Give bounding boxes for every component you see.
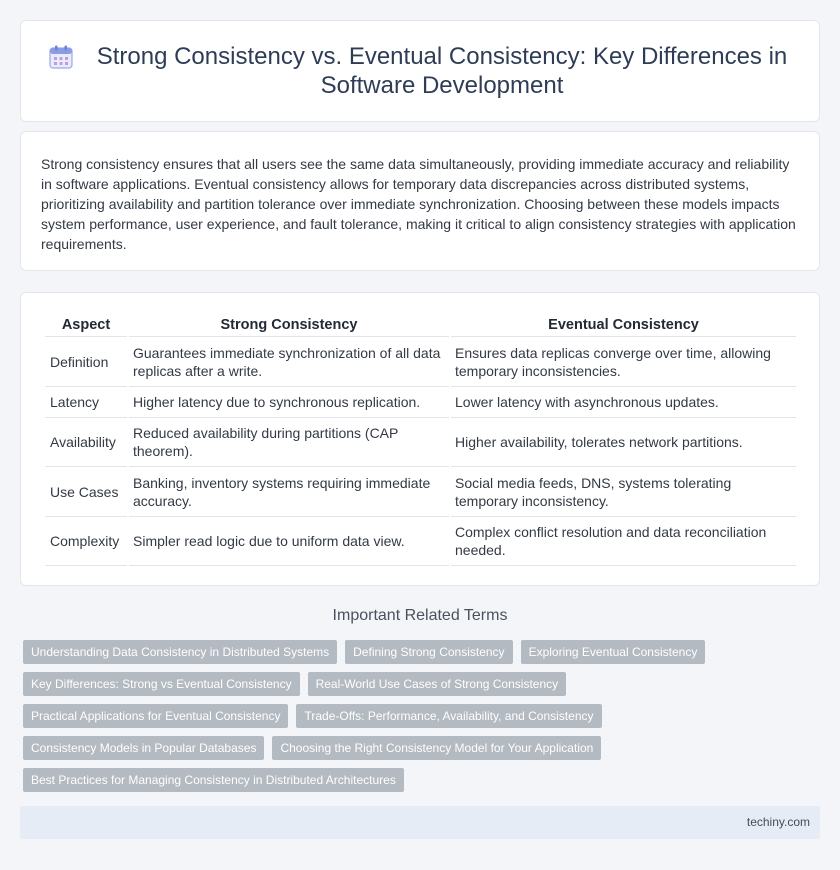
- cell-aspect: Definition: [45, 337, 127, 387]
- intro-card: [20, 131, 820, 271]
- cell-strong: Higher latency due to synchronous replication.: [129, 387, 449, 418]
- related-term-tag[interactable]: Best Practices for Managing Consistency in Distributed Architectures: [23, 768, 404, 792]
- tag-row: [23, 672, 823, 696]
- cell-eventual: Social media feeds, DNS, systems tolerating temporary inconsistency.: [451, 467, 796, 517]
- footer: [20, 806, 820, 839]
- cell-aspect: Latency: [45, 387, 127, 418]
- title-row: [40, 42, 800, 100]
- cell-strong: Guarantees immediate synchronization of all data replicas after a write.: [129, 337, 449, 387]
- table-header-row: [45, 315, 796, 337]
- cell-aspect: Complexity: [45, 517, 127, 566]
- related-term-tag[interactable]: Understanding Data Consistency in Distributed Systems: [23, 640, 337, 664]
- cell-eventual: Higher availability, tolerates network partitions.: [451, 418, 796, 467]
- tag-row: [23, 704, 823, 728]
- related-terms-list: [23, 640, 823, 800]
- cell-strong: Banking, inventory systems requiring immediate accuracy.: [129, 467, 449, 517]
- related-terms-heading: Important Related Terms: [332, 607, 508, 624]
- cell-aspect: Availability: [45, 418, 127, 467]
- page-title: Strong Consistency vs. Eventual Consistency: Key Differences in Software Development: [96, 43, 788, 99]
- calendar-icon: [48, 44, 74, 70]
- cell-strong: Simpler read logic due to uniform data view.: [129, 517, 449, 566]
- tag-row: [23, 736, 823, 760]
- intro-paragraph: Strong consistency ensures that all users see the same data simultaneously, providing immediate accuracy and reliability in software applications. Eventual consistency allows for temporary data discrepancies across distributed systems, prioritizing availability and partition tolerance over immediate synchronization. Choosing between these models impacts system performance, user experience, and fault tolerance, making it critical to align consistency strategies with application requirements.: [41, 156, 796, 252]
- column-header-eventual: Eventual Consistency: [451, 315, 796, 337]
- cell-eventual: Ensures data replicas converge over time, allowing temporary inconsistencies.: [451, 337, 796, 387]
- table-row: [45, 418, 796, 467]
- table-row: [45, 337, 796, 387]
- column-header-strong: Strong Consistency: [129, 315, 449, 337]
- related-term-tag[interactable]: Practical Applications for Eventual Consistency: [23, 704, 288, 728]
- tag-row: [23, 640, 823, 664]
- cell-strong: Reduced availability during partitions (CAP theorem).: [129, 418, 449, 467]
- table-row: [45, 387, 796, 418]
- tag-row: [23, 768, 823, 792]
- related-term-tag[interactable]: Key Differences: Strong vs Eventual Consistency: [23, 672, 300, 696]
- related-term-tag[interactable]: Choosing the Right Consistency Model for Your Application: [272, 736, 601, 760]
- footer-site-link[interactable]: techiny.com: [746, 815, 810, 829]
- related-term-tag[interactable]: Exploring Eventual Consistency: [521, 640, 706, 664]
- comparison-table: [43, 315, 798, 566]
- cell-eventual: Complex conflict resolution and data reconciliation needed.: [451, 517, 796, 566]
- table-row: [45, 517, 796, 566]
- cell-aspect: Use Cases: [45, 467, 127, 517]
- table-row: [45, 467, 796, 517]
- column-header-aspect: Aspect: [45, 315, 127, 337]
- related-term-tag[interactable]: Defining Strong Consistency: [345, 640, 512, 664]
- cell-eventual: Lower latency with asynchronous updates.: [451, 387, 796, 418]
- comparison-card: [20, 292, 820, 586]
- related-term-tag[interactable]: Trade-Offs: Performance, Availability, and Consistency: [296, 704, 601, 728]
- related-term-tag[interactable]: Consistency Models in Popular Databases: [23, 736, 264, 760]
- related-term-tag[interactable]: Real-World Use Cases of Strong Consistency: [308, 672, 567, 696]
- title-card: [20, 20, 820, 122]
